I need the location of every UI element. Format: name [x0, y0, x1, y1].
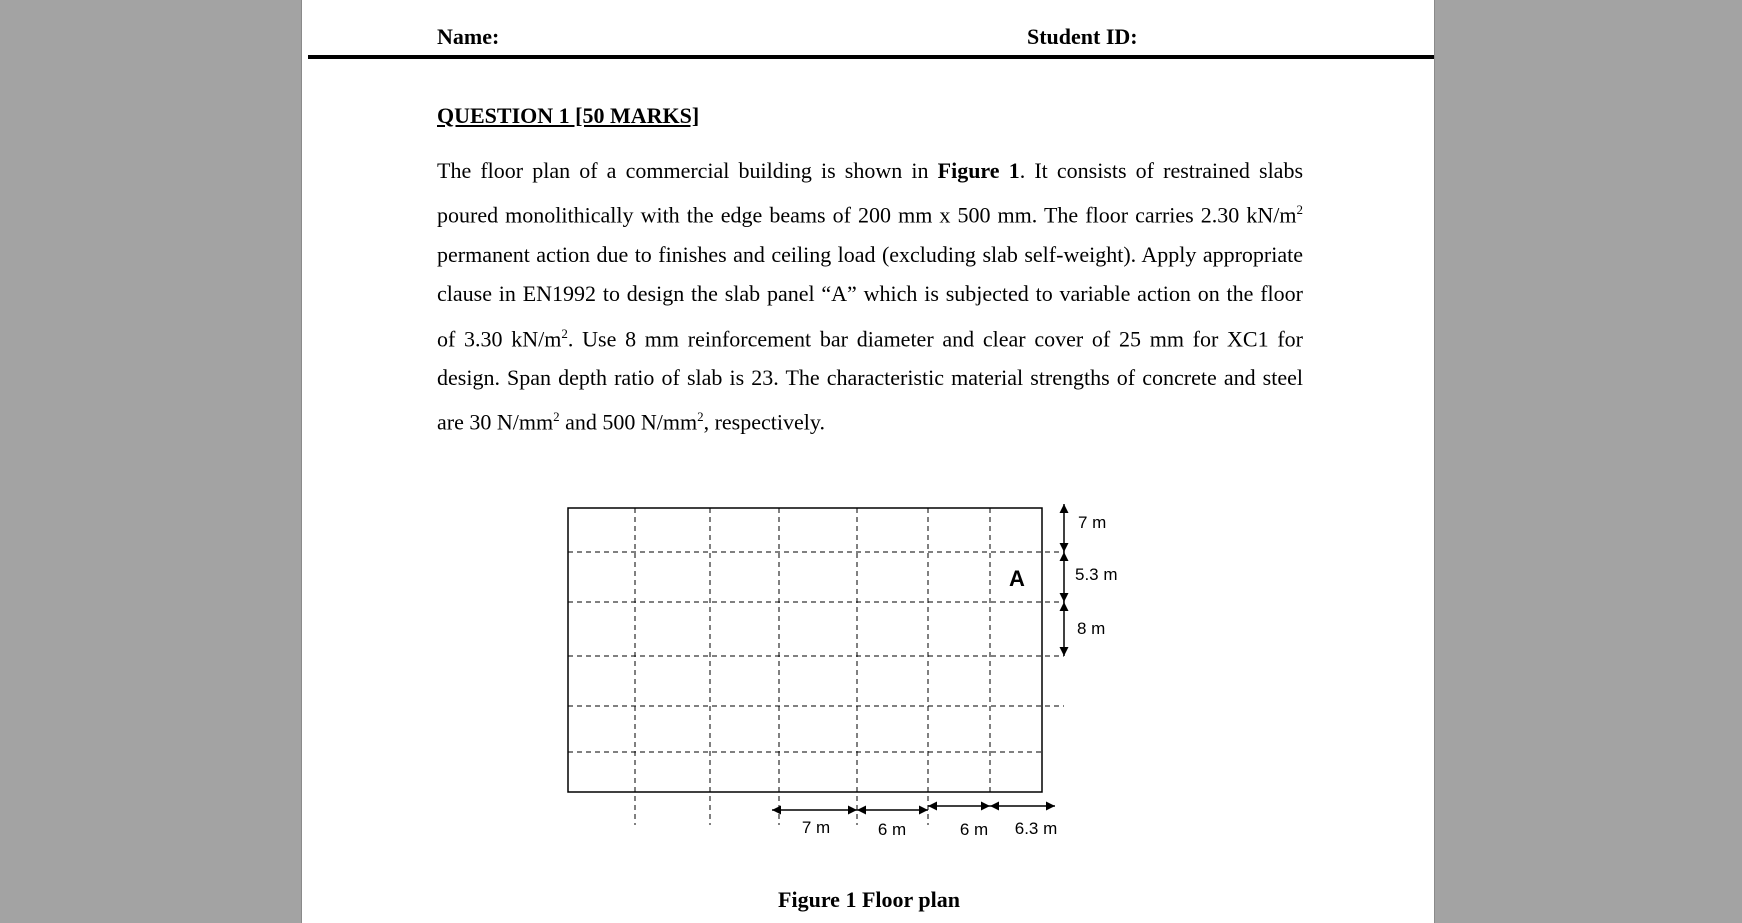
- body-seg-3: permanent action due to finishes and ceiling load (excluding slab self-weight). Apply appropriate clause in EN1992 to design the slab panel “A” which is subjected to variable action on the floor of 3.30 kN/m: [437, 241, 1303, 351]
- question-title: QUESTION 1 [50 MARKS]: [437, 103, 700, 128]
- question-body: [437, 151, 1303, 442]
- figure-reference: Figure 1: [937, 158, 1020, 183]
- body-seg-1: The floor plan of a commercial building is shown in: [437, 158, 938, 183]
- body-seg-6: , respectively.: [703, 409, 825, 435]
- panel-a-label: A: [1009, 566, 1025, 591]
- dim-label-right-2: 5.3 m: [1075, 565, 1118, 584]
- superscript-4: 2: [697, 409, 704, 425]
- superscript-3: 2: [553, 409, 560, 425]
- bottom-dimension-arrows: [772, 806, 1055, 810]
- superscript-2: 2: [561, 325, 568, 341]
- horizontal-grid-lines: [568, 552, 1064, 752]
- dim-label-bottom-2: 6 m: [877, 820, 907, 839]
- student-id-label: Student ID:: [1027, 24, 1138, 49]
- name-label: Name:: [437, 24, 500, 49]
- body-seg-5: and 500 N/mm: [559, 409, 698, 435]
- figure-caption: Figure 1 Floor plan: [778, 887, 960, 912]
- floor-plan-figure: [302, 0, 1436, 923]
- dim-label-bottom-1: 7 m: [801, 818, 831, 837]
- superscript-1: 2: [1296, 202, 1303, 218]
- body-seg-4: . Use 8 mm reinforcement bar diameter and clear cover of 25 mm for XC1 for design. Span depth ratio of slab is 23. The characteristic material strengths of concrete and steel are 30 N/mm: [437, 325, 1303, 435]
- dim-label-bottom-4: 6.3 m: [1014, 819, 1058, 838]
- dim-label-right-1: 7 m: [1078, 513, 1107, 532]
- header-rule: [308, 55, 1434, 59]
- body-seg-2: . It consists of restrained slabs poured monolithically with the edge beams of 200 mm x 500 mm. The floor carries 2.30 kN/m: [437, 158, 1304, 228]
- dim-label-right-3: 8 m: [1077, 619, 1106, 638]
- document-page: [301, 0, 1435, 923]
- vertical-grid-lines: [635, 508, 990, 825]
- dim-label-bottom-3: 6 m: [959, 820, 989, 839]
- floor-outline: [568, 508, 1042, 792]
